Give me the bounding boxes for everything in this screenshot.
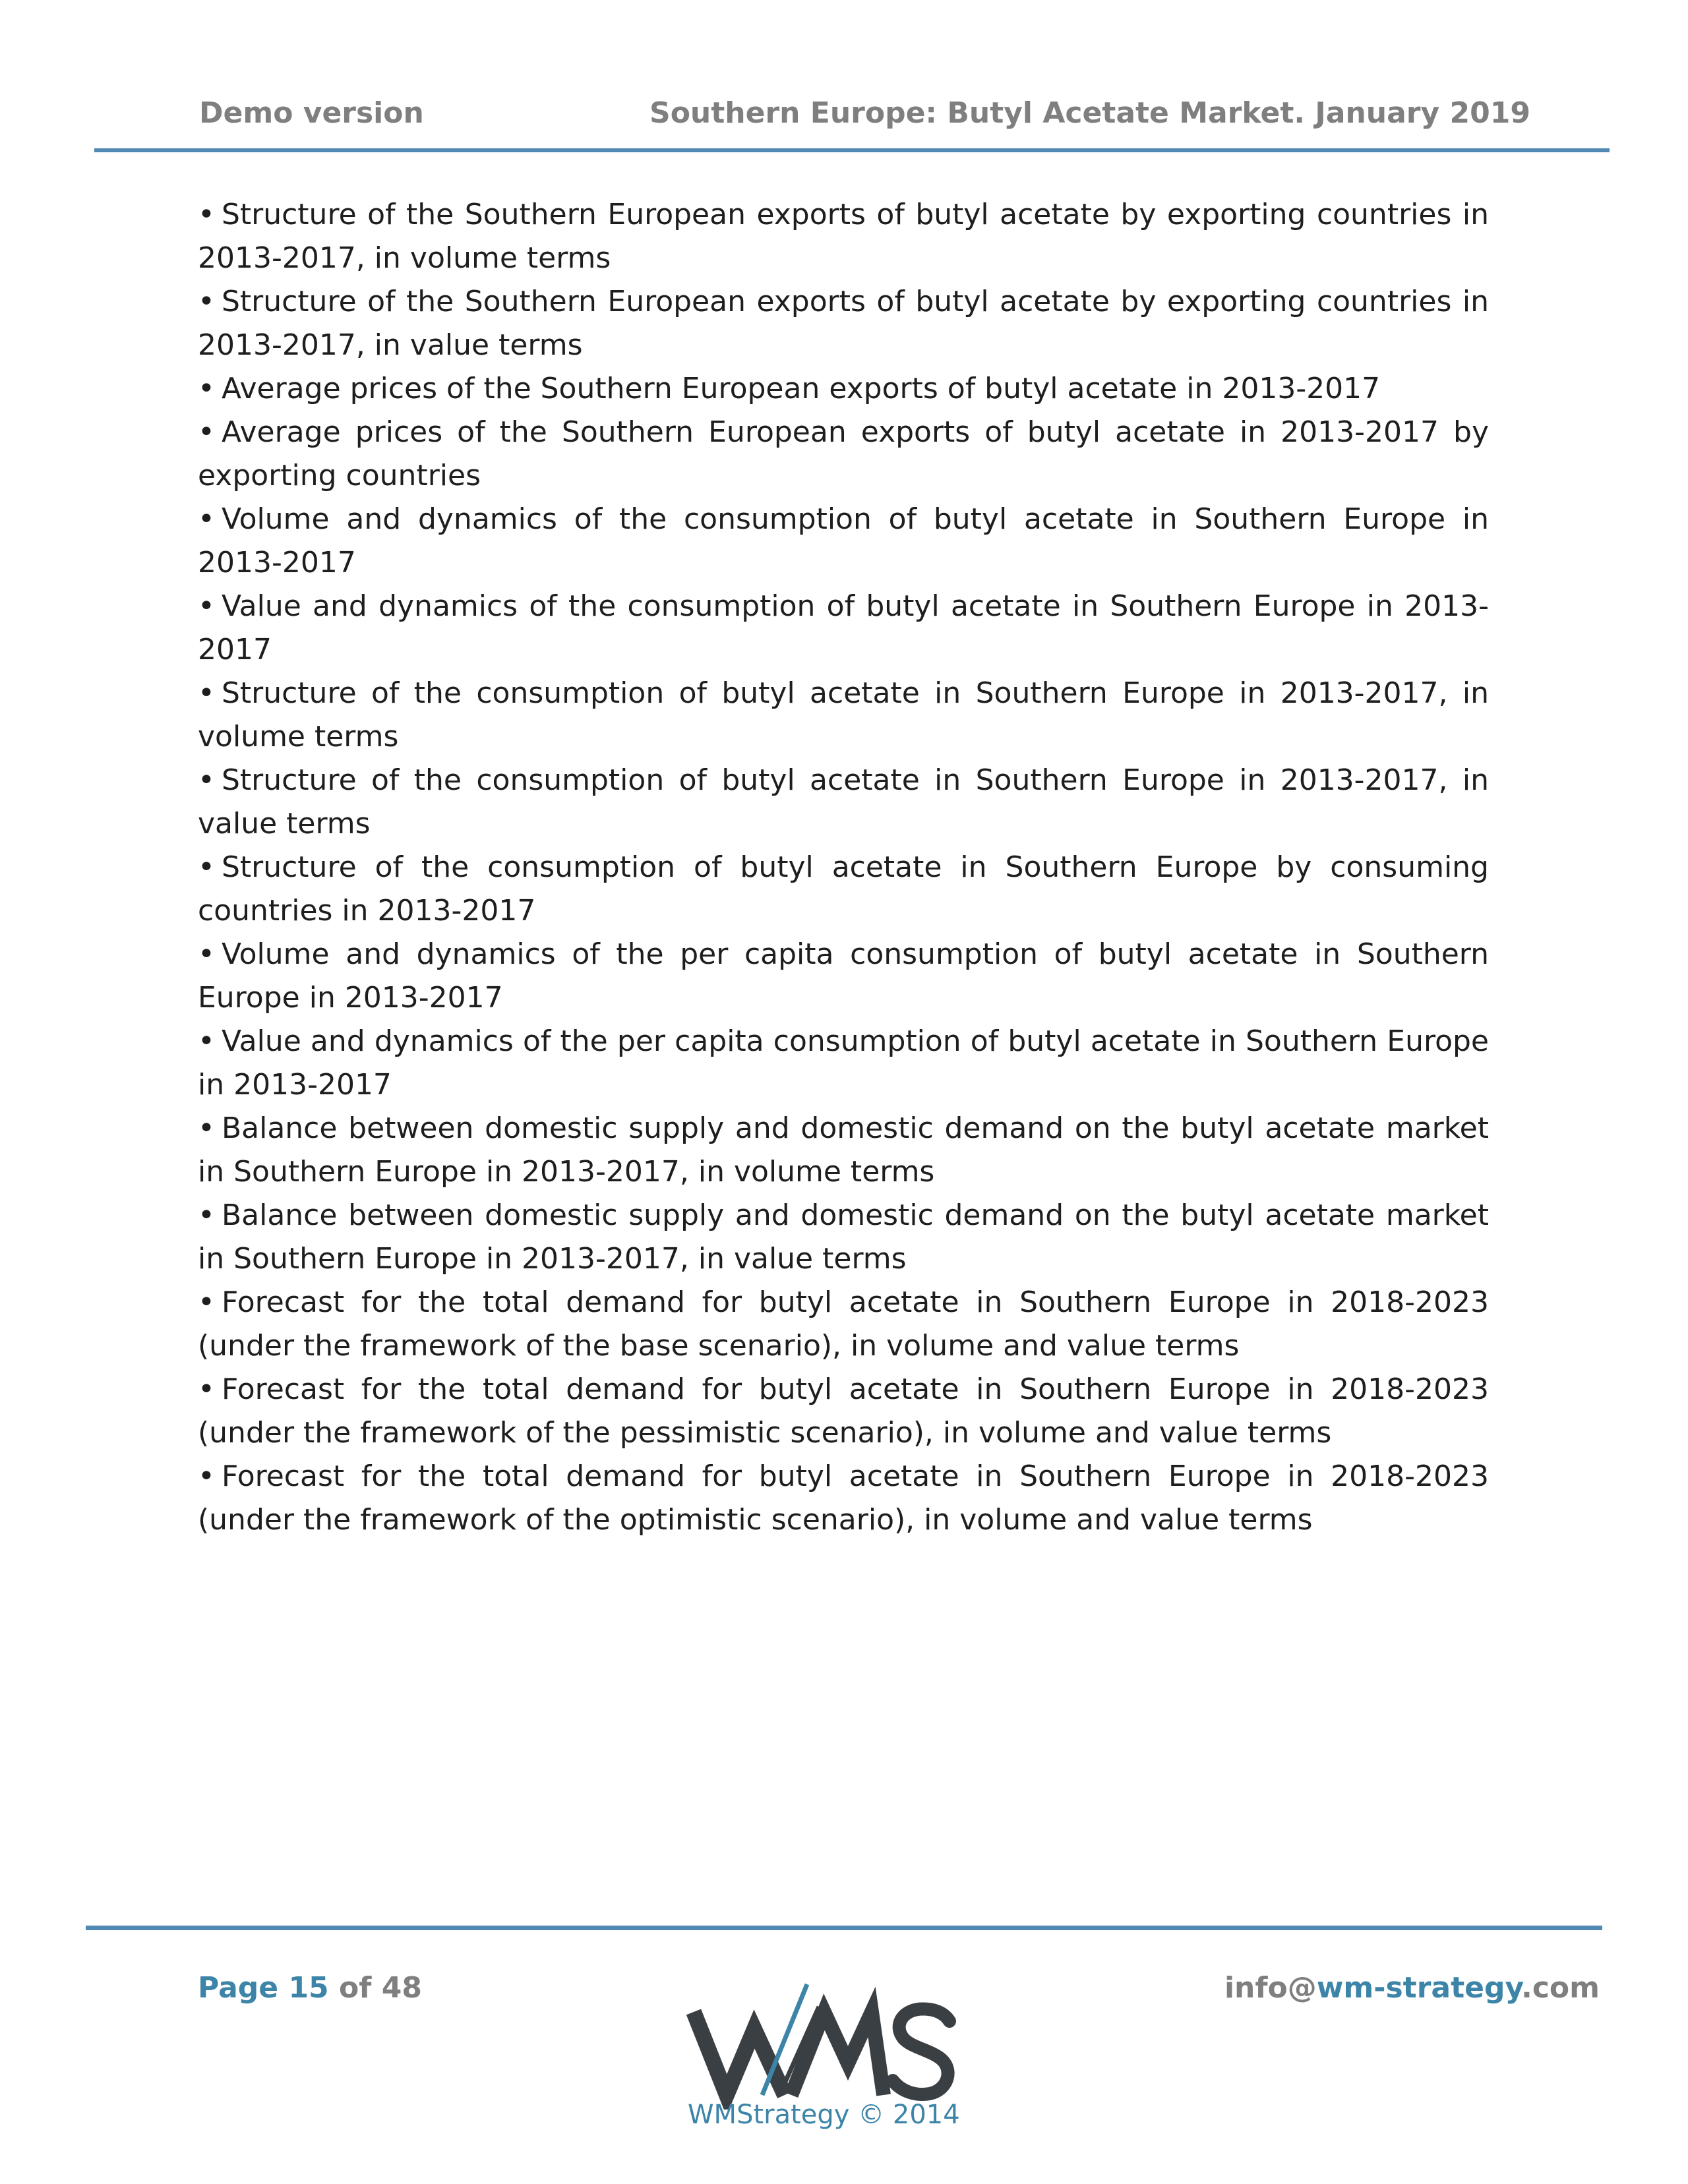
email-domain: wm-strategy (1316, 1971, 1522, 2005)
page-header (0, 0, 1688, 158)
bullet-icon: • (198, 1460, 215, 1493)
bullet-icon: • (198, 502, 215, 536)
bullet-icon: • (198, 1198, 215, 1232)
list-item-text: Structure of the consumption of butyl acetate in Southern Europe by consuming countries in 2013-2017 (198, 850, 1489, 928)
list-item-text: Structure of the consumption of butyl acetate in Southern Europe in 2013-2017, in value terms (198, 763, 1489, 841)
logo-m-shape (791, 2012, 884, 2095)
bullet-icon: • (198, 937, 215, 971)
bullet-icon: • (198, 285, 215, 318)
list-item-text: Balance between domestic supply and domestic demand on the butyl acetate market in Southern Europe in 2013-2017, in value terms (198, 1198, 1489, 1276)
bullet-icon: • (198, 676, 215, 710)
list-item-text: Value and dynamics of the consumption of butyl acetate in Southern Europe in 2013-2017 (198, 589, 1489, 666)
bullet-list (198, 193, 1489, 1542)
list-item (198, 585, 1489, 672)
list-item (198, 1194, 1489, 1281)
list-item (198, 367, 1489, 411)
list-item-text: Volume and dynamics of the per capita consumption of butyl acetate in Southern Europe in 2013-2017 (198, 937, 1489, 1015)
list-item (198, 411, 1489, 498)
document-title: Southern Europe: Butyl Acetate Market. January 2019 (649, 96, 1530, 130)
list-item (198, 1281, 1489, 1368)
bullet-icon: • (198, 589, 215, 623)
page-word: Page (198, 1971, 279, 2005)
header-divider (94, 148, 1610, 152)
content-body (198, 193, 1489, 1542)
list-item (198, 846, 1489, 933)
list-item-text: Structure of the Southern European exports of butyl acetate by exporting countries in 2013-2017, in volume terms (198, 198, 1489, 275)
bullet-icon: • (198, 1111, 215, 1145)
list-item-text: Structure of the consumption of butyl acetate in Southern Europe in 2013-2017, in volume terms (198, 676, 1489, 753)
bullet-icon: • (198, 763, 215, 797)
list-item-text: Structure of the Southern European exports of butyl acetate by exporting countries in 2013-2017, in value terms (198, 285, 1489, 362)
email-tld: .com (1521, 1971, 1600, 2005)
list-item (198, 672, 1489, 759)
list-item (198, 933, 1489, 1020)
list-item (198, 1020, 1489, 1107)
list-item-text: Balance between domestic supply and domestic demand on the butyl acetate market in Southern Europe in 2013-2017, in volume terms (198, 1111, 1489, 1189)
email-user: info@ (1224, 1971, 1317, 2005)
list-item (198, 1455, 1489, 1542)
list-item-text: Value and dynamics of the per capita consumption of butyl acetate in Southern Europe in 2013-2017 (198, 1024, 1489, 1102)
logo-w-shape (694, 2012, 785, 2095)
copyright: WMStrategy © 2014 (688, 2100, 960, 2130)
bullet-icon: • (198, 1285, 215, 1319)
page-of: of (339, 1971, 372, 2005)
bullet-icon: • (198, 1024, 215, 1058)
list-item-text: Forecast for the total demand for butyl acetate in Southern Europe in 2018-2023 (under the framework of the base scenario), in volume and value terms (198, 1285, 1489, 1363)
list-item (198, 1368, 1489, 1455)
logo-s-shape (893, 2009, 950, 2094)
contact-email[interactable] (1224, 1971, 1600, 2005)
list-item-text: Forecast for the total demand for butyl acetate in Southern Europe in 2018-2023 (under the framework of the optimistic scenario), in volume and value terms (198, 1460, 1489, 1537)
page-number (198, 1971, 422, 2005)
list-item (198, 498, 1489, 585)
list-item (198, 1107, 1489, 1194)
list-item-text: Forecast for the total demand for butyl acetate in Southern Europe in 2018-2023 (under the framework of the pessimistic scenario), in volume and value terms (198, 1372, 1489, 1450)
list-item (198, 759, 1489, 846)
list-item (198, 280, 1489, 367)
list-item (198, 193, 1489, 280)
bullet-icon: • (198, 415, 215, 449)
bullet-icon: • (198, 1372, 215, 1406)
bullet-icon: • (198, 850, 215, 884)
list-item-text: Volume and dynamics of the consumption of butyl acetate in Southern Europe in 2013-2017 (198, 502, 1489, 579)
page-current: 15 (288, 1971, 329, 2005)
demo-version-label: Demo version (199, 96, 424, 130)
wms-logo (686, 1978, 963, 2110)
bullet-icon: • (198, 372, 215, 405)
page-total: 48 (381, 1971, 422, 2005)
list-item-text: Average prices of the Southern European exports of butyl acetate in 2013-2017 (221, 372, 1381, 405)
list-item-text: Average prices of the Southern European exports of butyl acetate in 2013-2017 by exporting countries (198, 415, 1489, 492)
footer-divider (86, 1926, 1602, 1930)
bullet-icon: • (198, 198, 215, 231)
